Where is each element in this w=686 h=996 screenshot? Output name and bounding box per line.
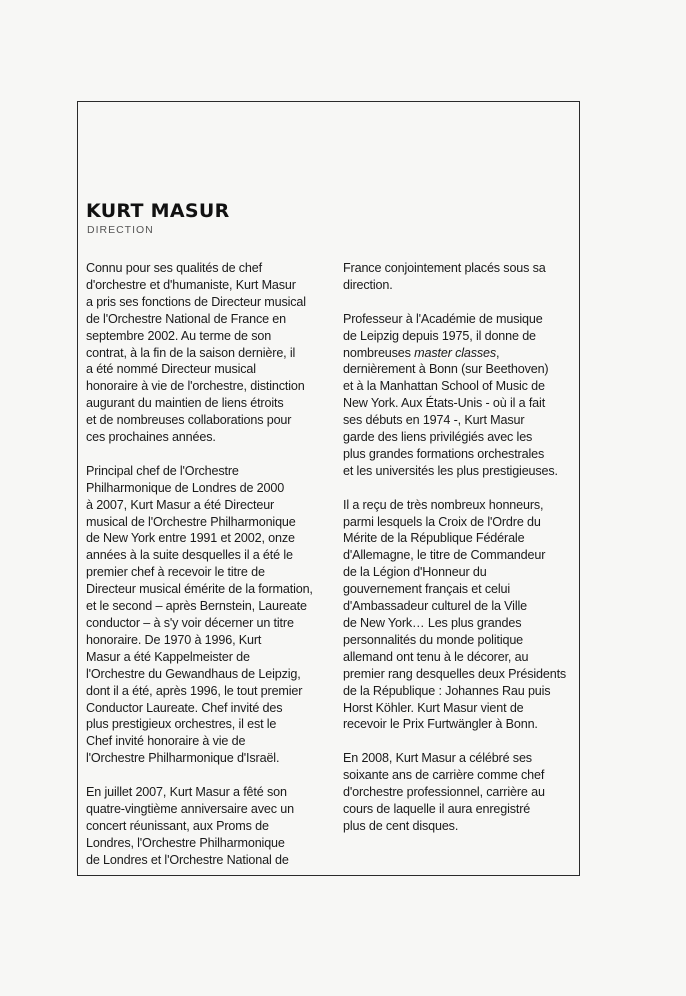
text-line: Connu pour ses qualités de chef — [86, 261, 262, 275]
text-line: Professeur à l'Académie de musique — [343, 311, 543, 326]
page-subtitle: DIRECTION — [87, 224, 154, 236]
text-line: concert réunissant, aux Proms de — [86, 818, 269, 833]
text-line: honoraire à vie de l'orchestre, distinction — [86, 379, 305, 394]
text-line: conductor – à s'y voir décerner un titre — [86, 616, 294, 631]
text-line: contrat, à la fin de la saison dernière, il — [86, 345, 296, 360]
text-line: nombreuses master classes, — [343, 345, 500, 360]
paragraph — [343, 311, 575, 480]
text-line: Londres, l'Orchestre Philharmonique — [86, 835, 285, 850]
text-line: garde des liens privilégiés avec les — [343, 430, 533, 445]
text-line: premier chef à recevoir le titre de — [86, 565, 265, 580]
text-line: a pris ses fonctions de Directeur musical — [86, 294, 306, 309]
text-line: dont il a été, après 1996, le tout premier — [86, 683, 303, 698]
paragraph — [86, 260, 326, 446]
text-line: premier rang desquelles deux Présidents — [343, 666, 567, 681]
text-line: années à la suite desquelles il a été le — [86, 548, 293, 563]
text-line: quatre-vingtième anniversaire avec un — [86, 801, 294, 816]
text-line: honoraire. De 1970 à 1996, Kurt — [86, 632, 262, 647]
text-line: de Leipzig depuis 1975, il donne de — [343, 328, 536, 343]
text-line: de la Légion d'Honneur du — [343, 565, 487, 580]
text-line: de Londres et l'Orchestre National de — [86, 852, 289, 867]
text-line: de New York… Les plus grandes — [343, 616, 522, 630]
page-title: KURT MASUR — [86, 200, 230, 222]
text-line: l'Orchestre du Gewandhaus de Leipzig, — [86, 666, 301, 681]
text-line: soixante ans de carrière comme chef — [343, 768, 545, 783]
text-line: musical de l'Orchestre Philharmonique — [86, 514, 296, 529]
paragraph — [86, 463, 326, 767]
text-line: à 2007, Kurt Masur a été Directeur — [86, 497, 275, 512]
text-line: l'Orchestre Philharmonique d'Israël. — [86, 751, 280, 766]
text-line: En juillet 2007, Kurt Masur a fêté son — [86, 785, 287, 800]
text-line: d'orchestre et d'humaniste, Kurt Masur — [86, 277, 296, 292]
text-line: ses débuts en 1974 -, Kurt Masur — [343, 413, 525, 428]
text-line: d'Ambassadeur culturel de la Ville — [343, 599, 527, 614]
text-line: de l'Orchestre National de France en — [86, 311, 287, 326]
text-line: personnalités du monde politique — [343, 632, 524, 647]
right-column — [343, 260, 575, 835]
text-line: Horst Köhler. Kurt Masur vient de — [343, 700, 524, 715]
text-line: direction. — [343, 277, 393, 292]
text-line: ces prochaines années. — [86, 430, 216, 445]
text-line: New York. Aux États-Unis - où il a fait — [343, 396, 546, 411]
text-line: et les universités les plus prestigieuses. — [343, 463, 558, 478]
text-line: septembre 2002. Au terme de son — [86, 328, 272, 343]
text-line: allemand ont tenu à le décorer, au — [343, 649, 529, 664]
text-line: et à la Manhattan School of Music de — [343, 379, 545, 394]
text-line: et de nombreuses collaborations pour — [86, 413, 292, 428]
text-line: plus prestigieux orchestres, il est le — [86, 717, 277, 732]
text-line: Principal chef de l'Orchestre — [86, 463, 239, 478]
text-line: dernièrement à Bonn (sur Beethoven) — [343, 362, 549, 377]
paragraph — [343, 260, 575, 294]
text-line: En 2008, Kurt Masur a célébré ses — [343, 751, 532, 766]
text-line: Il a reçu de très nombreux honneurs, — [343, 497, 544, 512]
text-line: France conjointement placés sous sa — [343, 261, 546, 275]
text-line: et le second – après Bernstein, Laureate — [86, 599, 307, 614]
text-line: de New York entre 1991 et 2002, onze — [86, 531, 295, 546]
text-line: augurant du maintien de liens étroits — [86, 396, 284, 411]
text-line: plus de cent disques. — [343, 818, 459, 833]
text-line: Directeur musical émérite de la formation, — [86, 582, 313, 597]
text-line: Mérite de la République Fédérale — [343, 531, 525, 546]
text-line: d'orchestre professionnel, carrière au — [343, 785, 545, 800]
text-line: Philharmonique de Londres de 2000 — [86, 480, 285, 495]
text-line: d'Allemagne, le titre de Commandeur — [343, 548, 546, 563]
text-line: de la République : Johannes Rau puis — [343, 683, 551, 698]
text-line: gouvernement français et celui — [343, 582, 511, 597]
text-line: recevoir le Prix Furtwängler à Bonn. — [343, 717, 538, 732]
text-line: plus grandes formations orchestrales — [343, 446, 545, 461]
paragraph — [343, 497, 575, 734]
paragraph — [86, 784, 326, 869]
text-line: Chef invité honoraire à vie de — [86, 734, 246, 749]
text-line: Conductor Laureate. Chef invité des — [86, 700, 283, 715]
paragraph — [343, 750, 575, 835]
text-line: parmi lesquels la Croix de l'Ordre du — [343, 514, 541, 529]
left-column — [86, 260, 326, 869]
text-line: a été nommé Directeur musical — [86, 362, 256, 377]
text-line: Masur a été Kappelmeister de — [86, 649, 250, 664]
text-line: cours de laquelle il aura enregistré — [343, 801, 531, 816]
